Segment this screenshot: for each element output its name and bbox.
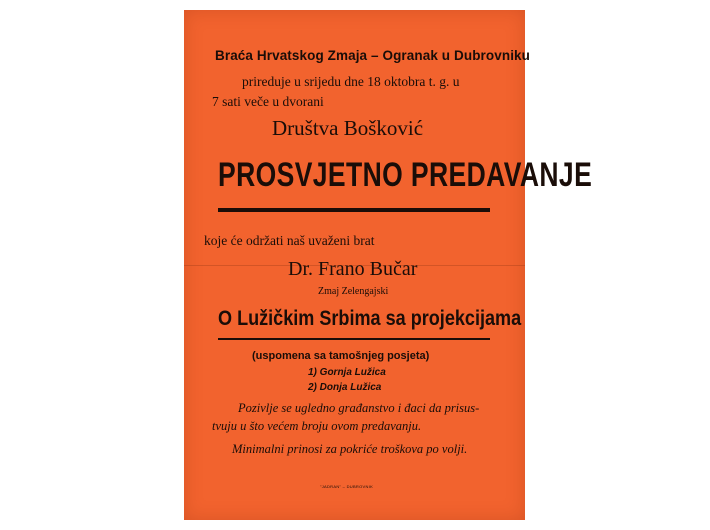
- topic-subtitle: (uspomena sa tamošnjeg posjeta): [252, 350, 430, 362]
- speaker-intro: koje će održati naš uvaženi brat: [204, 233, 375, 248]
- intro-line-2: 7 sati veče u dvorani: [212, 94, 324, 109]
- lecture-topic: O Lužičkim Srbima sa projekcijama: [218, 307, 522, 330]
- topic-item-2: 2) Donja Lužica: [308, 382, 382, 393]
- topic-item-1: 1) Gornja Lužica: [308, 367, 386, 378]
- printer-mark: "JADRAN" – DUBROVNIK: [320, 484, 374, 489]
- headline: PROSVJETNO PREDAVANJE: [218, 156, 593, 194]
- admission-note: Minimalni prinosi za pokriće troškova po volji.: [232, 442, 468, 456]
- poster-sheet: [184, 10, 593, 520]
- venue-name: Društva Bošković: [272, 116, 424, 140]
- speaker-title: Zmaj Zelengajski: [318, 286, 389, 297]
- topic-underline: [218, 338, 490, 340]
- invitation-line-1: Pozivlje se ugledno građanstvo i đaci da prisus-: [238, 401, 480, 415]
- organization-line: Braća Hrvatskog Zmaja – Ogranak u Dubrovniku: [215, 48, 530, 63]
- speaker-name: Dr. Frano Bučar: [288, 258, 418, 280]
- headline-underline: [218, 208, 490, 212]
- invitation-line-2: tvuju u što većem broju ovom predavanju.: [212, 419, 422, 433]
- intro-line-1: prireduje u srijedu dne 18 oktobra t. g. u: [242, 74, 460, 89]
